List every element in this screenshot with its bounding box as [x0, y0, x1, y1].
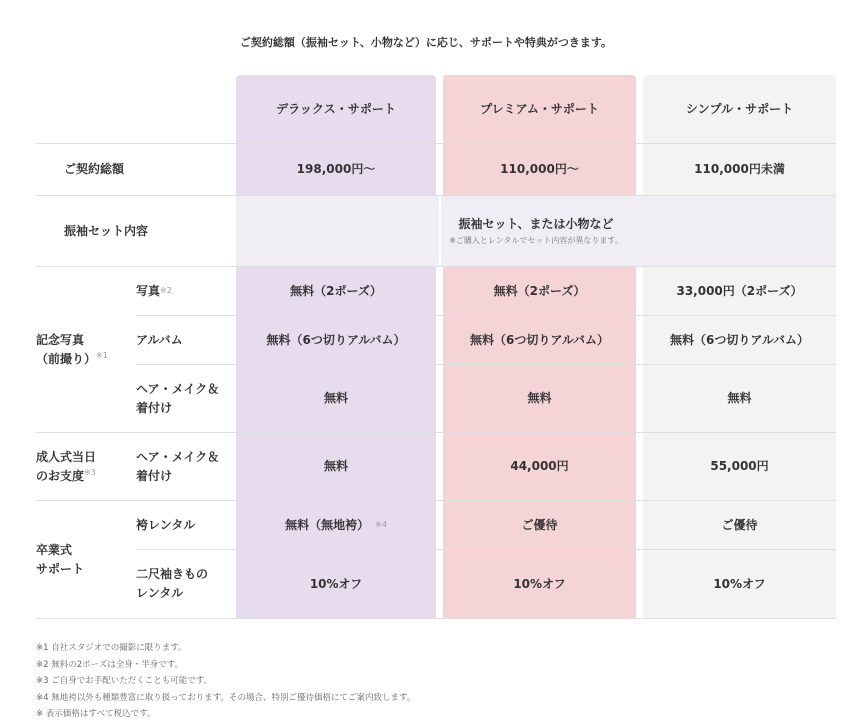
- hakama-simple: ご優待: [721, 517, 758, 532]
- row-label-photo: [136, 267, 172, 315]
- hair-ceremony-deluxe: 無料: [323, 459, 348, 474]
- hair-ceremony-simple: 55,000円: [710, 459, 769, 474]
- hair-ceremony-premium: 44,000円: [510, 459, 569, 474]
- photo-deluxe: 無料（2ポーズ）: [290, 283, 382, 298]
- row-label-total: ご契約総額: [64, 162, 125, 177]
- group-label-ceremony: [36, 433, 96, 500]
- row-label-nishaku: [136, 550, 208, 618]
- nishaku-label-line1: 二尺袖きもの: [136, 567, 209, 582]
- intro-text: ご契約総額（振袖セット、小物など）に応じ、サポートや特典がつきます。: [239, 36, 613, 49]
- hair-photo-deluxe: 無料: [323, 391, 348, 406]
- album-simple: 無料（6つ切りアルバム）: [669, 332, 810, 347]
- note-mark-2: ※2: [160, 285, 172, 295]
- nishaku-simple: 10%オフ: [713, 576, 766, 591]
- note-mark-3: ※3: [84, 467, 96, 477]
- note-mark-4: ※4: [375, 519, 387, 529]
- total-deluxe: 198,000円〜: [296, 162, 376, 177]
- row-label-hakama: 袴レンタル: [136, 517, 196, 532]
- hair-photo-premium: 無料: [527, 391, 552, 406]
- row-label-hair-makeup-ceremony: [136, 433, 219, 500]
- furisode-value: 振袖セット、または小物など: [458, 216, 614, 231]
- row-label-hair-makeup-photo: [136, 365, 219, 432]
- note-mark-1: ※1: [96, 350, 108, 360]
- group-label-photo-line1: 記念写真: [36, 332, 85, 347]
- photo-premium: 無料（2ポーズ）: [493, 283, 586, 298]
- group-label-graduation: [36, 501, 84, 618]
- total-premium: 110,000円〜: [500, 162, 579, 177]
- footnote: ※3 ご自身でお手配いただくことも可能です。: [36, 676, 213, 686]
- furisode-note: ※ご購入とレンタルでセット内容が異なります。: [449, 236, 623, 246]
- nishaku-premium: 10%オフ: [513, 576, 566, 591]
- hair-photo-simple: 無料: [727, 391, 752, 406]
- hakama-deluxe: [236, 501, 436, 549]
- group-label-graduation-line1: 卒業式: [36, 542, 73, 557]
- group-label-graduation-line2: サポート: [36, 561, 85, 576]
- row-divider: [36, 618, 836, 619]
- plan-header-premium: プレミアム・サポート: [480, 101, 599, 116]
- hair-ceremony-label-line1: ヘア・メイク＆: [136, 449, 220, 464]
- group-label-ceremony-line2: のお支度: [36, 468, 85, 483]
- group-label-photo-line2: （前撮り）: [36, 351, 97, 366]
- hakama-deluxe-value: 無料（無地袴）: [285, 517, 370, 532]
- footnotes: [36, 640, 415, 723]
- group-label-ceremony-line1: 成人式当日: [36, 449, 97, 464]
- furisode-content: [236, 196, 836, 266]
- footnote: ※4 無地袴以外も種類豊富に取り扱っております。その場合、特別ご優待価格にてご案内致します。: [36, 692, 416, 703]
- row-label-furisode: 振袖セット内容: [64, 223, 149, 238]
- nishaku-label-line2: レンタル: [136, 586, 184, 600]
- hakama-premium: ご優待: [521, 517, 558, 532]
- hair-photo-label-line1: ヘア・メイク＆: [136, 381, 220, 396]
- row-label-album: アルバム: [136, 332, 183, 347]
- album-deluxe: 無料（6つ切りアルバム）: [266, 332, 406, 347]
- row-label-photo-text: 写真: [136, 283, 161, 298]
- hair-photo-label-line2: 着付け: [136, 400, 173, 415]
- footnote: ※2 無料の2ポーズは全身・半身です。: [36, 659, 184, 670]
- plan-header-simple: シンプル・サポート: [685, 101, 794, 116]
- footnote: ※1 自社スタジオでの撮影に限ります。: [36, 643, 187, 653]
- hair-ceremony-label-line2: 着付け: [136, 468, 173, 483]
- group-label-photo: [36, 267, 108, 432]
- total-simple: 110,000円未満: [694, 162, 785, 177]
- footnote: ※ 表示価格はすべて税込です。: [36, 709, 156, 719]
- album-premium: 無料（6つ切りアルバム）: [469, 332, 610, 347]
- nishaku-deluxe: 10%オフ: [309, 576, 363, 591]
- photo-simple: 33,000円（2ポーズ）: [676, 283, 803, 298]
- plan-header-deluxe: デラックス・サポート: [276, 101, 396, 116]
